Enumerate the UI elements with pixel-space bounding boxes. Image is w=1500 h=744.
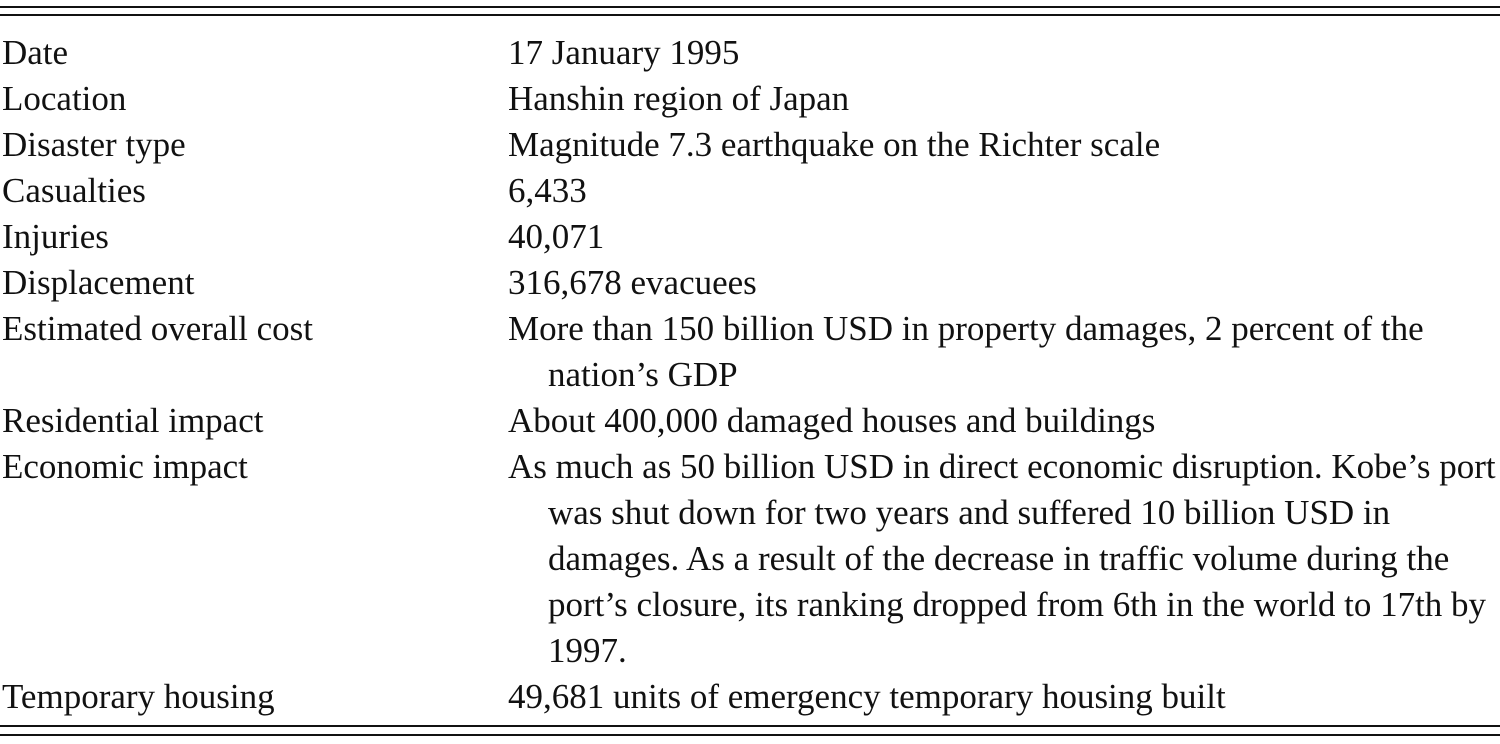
row-label: Location: [2, 79, 127, 118]
row-label: Estimated overall cost: [2, 309, 314, 348]
table-row-estimated-overall-cost: [0, 306, 1500, 398]
table-row-temporary-housing: [0, 674, 1500, 720]
row-value: Magnitude 7.3 earthquake on the Richter scale: [508, 125, 1161, 164]
row-value: About 400,000 damaged houses and buildings: [508, 401, 1156, 440]
table-row-displacement: [0, 260, 1500, 306]
row-label: Disaster type: [2, 125, 186, 164]
top-rule-inner: [0, 14, 1500, 16]
top-rule-outer: [0, 6, 1500, 8]
row-value: 17 January 1995: [508, 33, 740, 72]
row-value: 49,681 units of emergency temporary housing built: [508, 677, 1226, 716]
row-label: Temporary housing: [2, 677, 275, 716]
row-value: 316,678 evacuees: [508, 263, 757, 302]
row-label: Injuries: [2, 217, 109, 256]
table-row-date: [0, 30, 1500, 76]
table-row-economic-impact: [0, 444, 1500, 674]
bottom-rule-inner: [0, 725, 1500, 727]
table-row-residential-impact: [0, 398, 1500, 444]
table-row-location: [0, 76, 1500, 122]
table-row-injuries: [0, 214, 1500, 260]
table-row-disaster-type: [0, 122, 1500, 168]
bottom-rule-outer: [0, 734, 1500, 736]
row-label: Date: [2, 33, 69, 72]
table-row-casualties: [0, 168, 1500, 214]
row-value: As much as 50 billion USD in direct economic disruption. Kobe’s port was shut down for two years and suffered 10 billion USD in damages. As a result of the decrease in traffic volume during the port’s closure, its ranking dropped from 6th in the world to 17th by 1997.: [508, 447, 1496, 670]
row-label: Displacement: [2, 263, 195, 302]
row-value: 6,433: [508, 171, 587, 210]
row-value: Hanshin region of Japan: [508, 79, 850, 118]
row-value: More than 150 billion USD in property damages, 2 percent of the nation’s GDP: [508, 309, 1424, 394]
row-value: 40,071: [508, 217, 605, 256]
row-label: Residential impact: [2, 401, 264, 440]
row-label: Economic impact: [2, 447, 248, 486]
row-label: Casualties: [2, 171, 146, 210]
disaster-summary-table: [0, 30, 1500, 720]
